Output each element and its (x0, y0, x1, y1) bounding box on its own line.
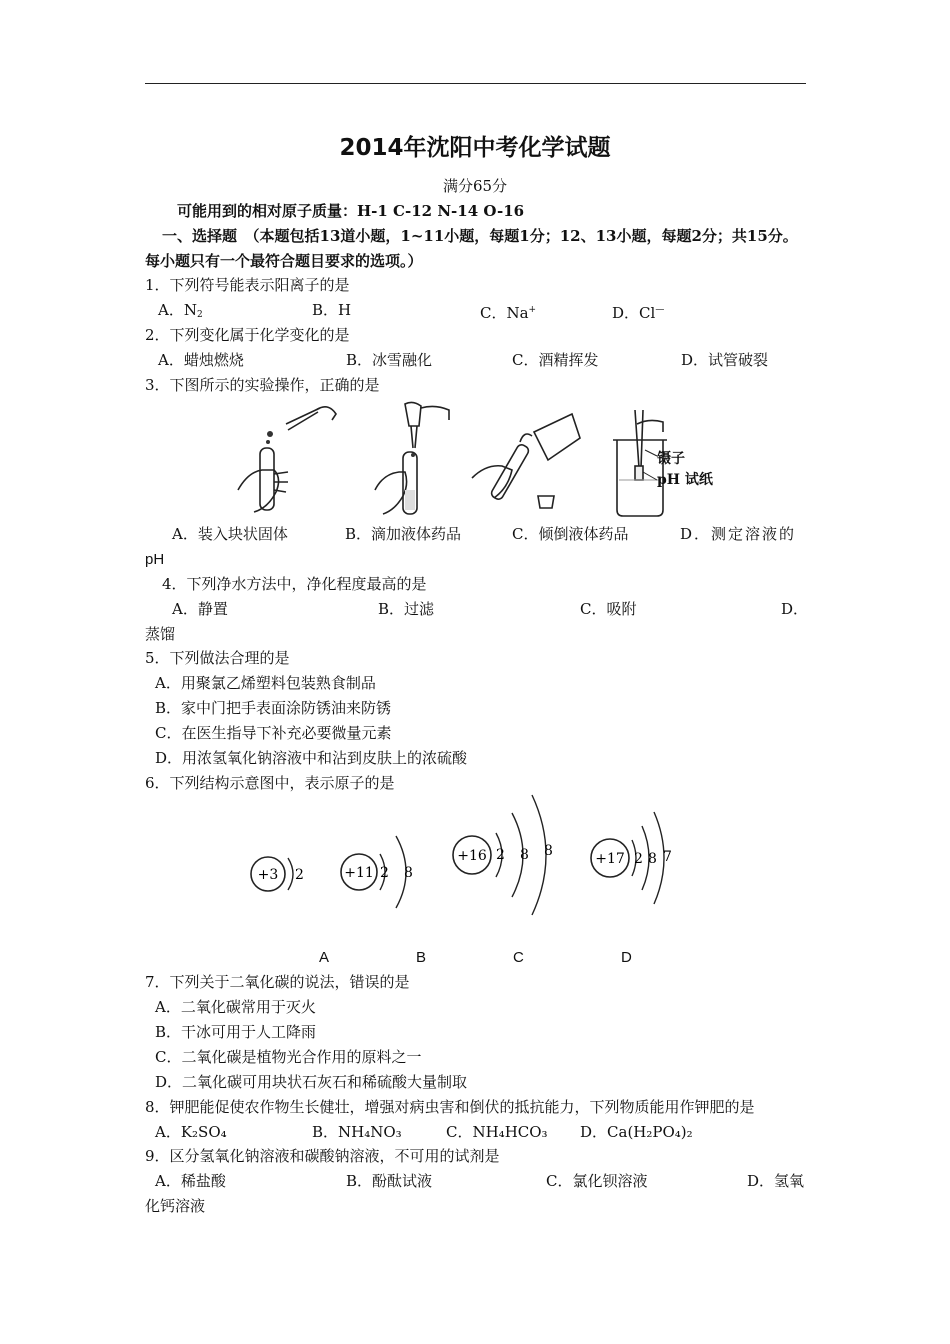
q4-option-d-cont: 蒸馏 (145, 625, 176, 643)
q8-stem: 8．钾肥能促使农作物生长健壮，增强对病虫害和倒伏的抵抗能力，下列物质能用作钾肥的是 (145, 1098, 755, 1116)
page-title: 2014年沈阳中考化学试题 (339, 135, 611, 161)
q8-option-d: D．Ca(H₂PO₄)₂ (580, 1123, 693, 1141)
q6-diagram-c (452, 793, 562, 917)
q1-option-c (480, 300, 536, 323)
q1-option-b: B．H (312, 301, 352, 319)
q6-a-nucleus: +3 (257, 867, 279, 883)
q3-option-c: C．倾倒液体药品 (512, 525, 629, 543)
q6-diagram-b (340, 832, 430, 912)
q3-fig-label-ph-paper: pH 试纸 (657, 472, 713, 488)
q3-fig-label-tweezers: 镊子 (657, 451, 685, 467)
q9-option-c: C．氯化钡溶液 (546, 1172, 648, 1190)
q3-figure-a (228, 400, 348, 520)
q5-stem: 5．下列做法合理的是 (145, 649, 290, 667)
q8-option-c: C．NH₄HCO₃ (446, 1123, 548, 1141)
q1-d-sup: — (655, 305, 665, 315)
q1-stem: 1．下列符号能表示阳离子的是 (145, 276, 350, 294)
q5-option-b: B．家中门把手表面涂防锈油来防锈 (155, 699, 392, 717)
q6-d-shell-3: 7 (663, 849, 672, 865)
q6-label-a: A (319, 949, 330, 966)
q7-stem: 7．下列关于二氧化碳的说法，错误的是 (145, 973, 410, 991)
q6-diagram-a (250, 852, 310, 896)
q5-option-a: A．用聚氯乙烯塑料包装熟食制品 (155, 674, 376, 692)
q6-b-shell-2: 8 (404, 865, 413, 881)
q6-d-nucleus: +17 (595, 851, 625, 867)
q3-option-a: A．装入块状固体 (172, 525, 288, 543)
q6-b-nucleus: +11 (344, 865, 374, 881)
q5-option-d: D．用浓氢氧化钠溶液中和沾到皮肤上的浓硫酸 (155, 749, 468, 767)
q7-option-c: C．二氧化碳是植物光合作用的原料之一 (155, 1048, 422, 1066)
q3-option-d: D．测定溶液的 (680, 525, 797, 543)
q1-option-d (612, 300, 664, 323)
q8-option-b: B．NH₄NO₃ (312, 1123, 402, 1141)
q4-option-c: C．吸附 (580, 600, 637, 618)
q4-option-d: D． (781, 600, 809, 618)
q7-option-d: D．二氧化碳可用块状石灰石和稀硫酸大量制取 (155, 1073, 468, 1091)
q6-b-shell-1: 2 (380, 865, 389, 881)
q3-figure-b (365, 400, 465, 520)
q4-stem: 4．下列净水方法中，净化程度最高的是 (162, 575, 427, 593)
q7-option-a: A．二氧化碳常用于灭火 (155, 998, 316, 1016)
q3-option-d-cont: pH (145, 551, 165, 568)
atomic-mass-note: 可能用到的相对原子质量：H-1 C-12 N-14 O-16 (177, 202, 525, 220)
q9-option-d-cont: 化钙溶液 (145, 1197, 206, 1215)
q1-option-a (158, 300, 203, 325)
q2-option-d: D．试管破裂 (681, 351, 769, 369)
q6-c-shell-1: 2 (496, 847, 505, 863)
q1-a-text: A．N (158, 301, 197, 319)
q6-d-shell-2: 8 (648, 851, 657, 867)
q6-stem: 6．下列结构示意图中，表示原子的是 (145, 774, 395, 792)
section-heading: 一、选择题 （本题包括13道小题，1~11小题，每题1分；12、13小题，每题2分；共15分。 (162, 227, 798, 245)
q1-c-sup: + (528, 305, 537, 315)
q6-c-nucleus: +16 (457, 848, 487, 864)
q1-d-text: D．Cl (612, 304, 656, 322)
q6-diagram-d (590, 808, 690, 908)
q9-option-d: D．氢氧 (747, 1172, 805, 1190)
q1-a-sub: 2 (196, 310, 203, 320)
q9-option-a: A．稀盐酸 (155, 1172, 226, 1190)
q9-option-b: B．酚酞试液 (346, 1172, 433, 1190)
q9-stem: 9．区分氢氧化钠溶液和碳酸钠溶液，不可用的试剂是 (145, 1147, 500, 1165)
q2-option-c: C．酒精挥发 (512, 351, 599, 369)
header-rule (145, 83, 806, 84)
q6-label-b: B (416, 949, 427, 966)
q2-option-b: B．冰雪融化 (346, 351, 433, 369)
q6-d-shell-1: 2 (634, 851, 643, 867)
q6-c-shell-3: 8 (544, 843, 553, 859)
q4-option-a: A．静置 (172, 600, 228, 618)
q2-stem: 2．下列变化属于化学变化的是 (145, 326, 350, 344)
q5-option-c: C．在医生指导下补充必要微量元素 (155, 724, 392, 742)
full-score: 满分65分 (442, 177, 508, 195)
q3-figure-c (468, 408, 588, 520)
q7-option-b: B．干冰可用于人工降雨 (155, 1023, 317, 1041)
q6-a-shell-1: 2 (295, 867, 304, 883)
q8-option-a: A．K₂SO₄ (155, 1123, 227, 1141)
q1-c-text: C．Na (480, 304, 529, 322)
q6-label-d: D (621, 949, 632, 966)
q2-option-a: A．蜡烛燃烧 (158, 351, 244, 369)
q4-option-b: B．过滤 (378, 600, 435, 618)
q6-label-c: C (513, 949, 524, 966)
q3-stem: 3．下图所示的实验操作，正确的是 (145, 376, 380, 394)
q6-c-shell-2: 8 (520, 847, 529, 863)
q3-option-b: B．滴加液体药品 (345, 525, 462, 543)
section-heading-cont: 每小题只有一个最符合题目要求的选项。） (145, 252, 423, 270)
